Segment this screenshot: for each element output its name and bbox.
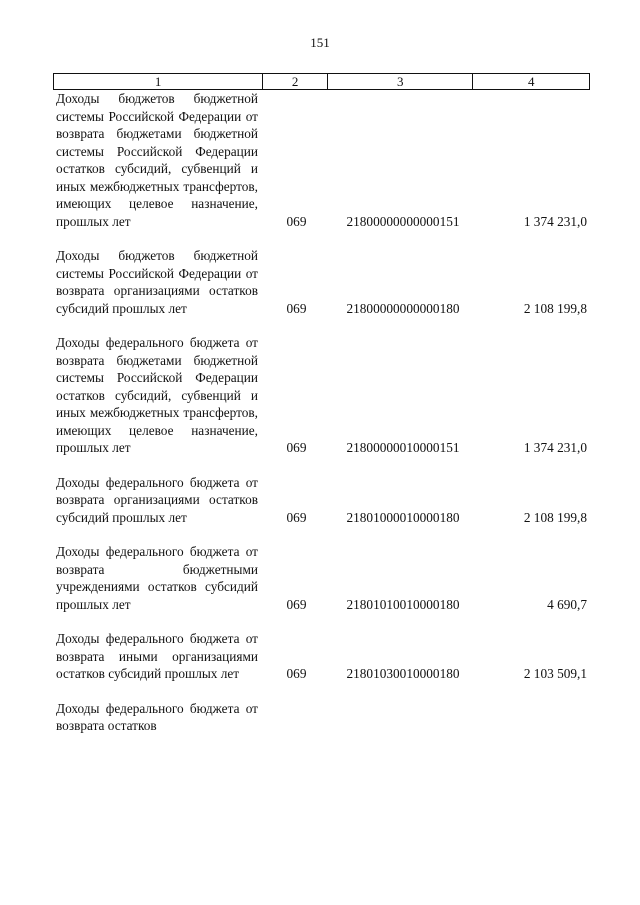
header-col-2: 2: [263, 74, 328, 89]
row-amount: 2 108 199,8: [523, 300, 587, 316]
table-row: [53, 474, 590, 527]
header-col-3: 3: [328, 74, 473, 89]
row-admin-code: 069: [286, 440, 307, 455]
row-description: Доходы федерального бюджета от возврата организациями остатков субсидий прошлых лет: [56, 474, 258, 525]
row-amount: 1 374 231,0: [523, 440, 587, 455]
table-row: [53, 700, 590, 735]
header-col-4: 4: [527, 74, 535, 89]
row-amount: 2 108 199,8: [523, 509, 587, 525]
row-admin-code: 069: [286, 213, 307, 229]
table-header: [53, 73, 590, 90]
row-description: Доходы федерального бюджета от возврата бюджетами бюджетной системы Российской Федерации остатков субсидий, субвенций и иных межбюджетных трансфертов, имеющих целевое назначение, прошлых лет: [56, 335, 258, 455]
row-admin-code: 069: [286, 666, 307, 681]
row-kbk-code: 21800000000000180: [346, 300, 460, 316]
row-kbk-code: 21801000010000180: [346, 509, 460, 525]
table-row: [53, 90, 590, 230]
table-row: [53, 247, 590, 317]
row-admin-code: 069: [286, 596, 307, 612]
row-amount: 2 103 509,1: [523, 666, 587, 681]
table-row: [53, 543, 590, 613]
row-kbk-code: 21800000010000151: [346, 440, 460, 455]
row-description: Доходы федерального бюджета от возврата иными организациями остатков субсидий прошлых лет: [56, 631, 258, 681]
row-description: Доходы федерального бюджета от возврата бюджетными учреждениями остатков субсидий прошлых лет: [56, 544, 258, 612]
row-description: Доходы бюджетов бюджетной системы Российской Федерации от возврата организациями остатков субсидий прошлых лет: [56, 248, 258, 316]
row-amount: 4 690,7: [547, 596, 587, 612]
row-amount: 1 374 231,0: [523, 213, 587, 229]
header-col-1: 1: [54, 74, 263, 89]
row-admin-code: 069: [286, 509, 307, 525]
row-description: Доходы федерального бюджета от возврата остатков: [56, 700, 258, 733]
row-kbk-code: 21801030010000180: [346, 666, 460, 681]
table-row: [53, 334, 590, 457]
page-number: 151: [310, 35, 330, 50]
table-row: [53, 630, 590, 683]
row-kbk-code: 21801010010000180: [346, 596, 460, 612]
table-body: [53, 90, 590, 735]
row-admin-code: 069: [286, 300, 307, 316]
row-kbk-code: 21800000000000151: [346, 213, 460, 229]
row-description: Доходы бюджетов бюджетной системы Российской Федерации от возврата бюджетами бюджетной системы Российской Федерации остатков субсидий, субвенций и иных межбюджетных трансфертов, имеющих целевое назначение, прошлых лет: [56, 91, 258, 229]
